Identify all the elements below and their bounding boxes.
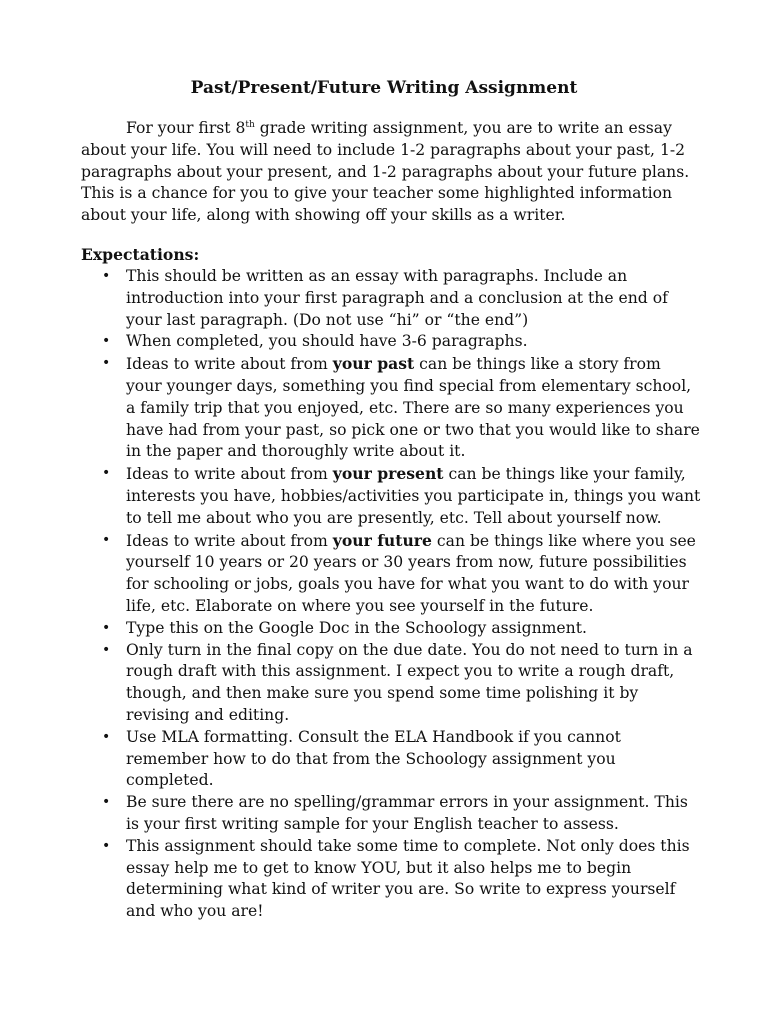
- bullet-text: Ideas to write about from: [126, 465, 333, 484]
- document-title: Past/Present/Future Writing Assignment: [190, 78, 578, 98]
- bullet-text: Be sure there are no spelling/grammar errors in your assignment. This is your first writing sample for your English teacher to assess.: [126, 793, 688, 833]
- expectations-list: [81, 266, 701, 923]
- bullet-item-present: [81, 463, 701, 529]
- bullet-item-past: [81, 353, 701, 463]
- bullet-item-essay-format: [81, 266, 701, 331]
- bullet-text: This should be written as an essay with paragraphs. Include an introduction into your first paragraph and a conclusion at the end of your last paragraph. (Do not use “hi” or “the end”): [126, 267, 668, 329]
- bullet-text: Ideas to write about from: [126, 355, 333, 374]
- bullet-item-final-copy: [81, 640, 701, 727]
- bullet-item-google-doc: [81, 618, 701, 640]
- intro-text-start: For your first 8: [126, 119, 246, 137]
- expectations-heading: Expectations:: [81, 245, 200, 264]
- bullet-item-time: [81, 836, 701, 923]
- bullet-text: Type this on the Google Doc in the Schoology assignment.: [126, 618, 587, 637]
- intro-paragraph: [81, 118, 701, 227]
- intro-text-rest: grade writing assignment, you are to write an essay about your life. You will need to include 1-2 paragraphs about your past, 1-2 paragraphs about your present, and 1-2 paragraphs about your future plans. This is a chance for you to give your teacher some highlighted information about your life, along with showing off your skills as a writer.: [81, 119, 690, 225]
- bullet-text: Only turn in the final copy on the due date. You do not need to turn in a rough draft with this assignment. I expect you to write a rough draft, though, and then make sure you spend some time polishing it by revising and editing.: [126, 640, 693, 724]
- bullet-text: can be things like a story from your younger days, something you find special from elementary school, a family trip that you enjoyed, etc. There are so many experiences you have had from your past, so pick one or two that you would like to share in the paper and thoroughly write about it.: [126, 355, 700, 461]
- bullet-item-spelling: [81, 792, 701, 836]
- bullet-text: can be things like where you see yourself 10 years or 20 years or 30 years from now, future possibilities for schooling or jobs, goals you have for what you want to do with your life, etc. Elaborate on where you see yourself in the future.: [126, 531, 696, 615]
- bullet-item-mla: [81, 727, 701, 792]
- bullet-text: Ideas to write about from: [126, 531, 333, 550]
- bullet-item-paragraph-count: [81, 331, 701, 353]
- bullet-text: can be things like your family, interests you have, hobbies/activities you participate in, things you want to tell me about who you are presently, etc. Tell about yourself now.: [126, 465, 701, 527]
- bullet-text: When completed, you should have 3-6 paragraphs.: [126, 332, 528, 351]
- bullet-bold-text: your present: [332, 464, 444, 484]
- bullet-text: This assignment should take some time to complete. Not only does this essay help me to get to know YOU, but it also helps me to begin determining what kind of writer you are. So write to express yourself and who you are!: [126, 836, 690, 921]
- ordinal-superscript: th: [245, 119, 255, 130]
- bullet-text: Use MLA formatting. Consult the ELA Handbook if you cannot remember how to do that from the Schoology assignment you completed.: [126, 727, 621, 790]
- bullet-item-future: [81, 530, 701, 618]
- bullet-bold-text: your future: [332, 530, 432, 550]
- bullet-bold-text: your past: [332, 354, 415, 374]
